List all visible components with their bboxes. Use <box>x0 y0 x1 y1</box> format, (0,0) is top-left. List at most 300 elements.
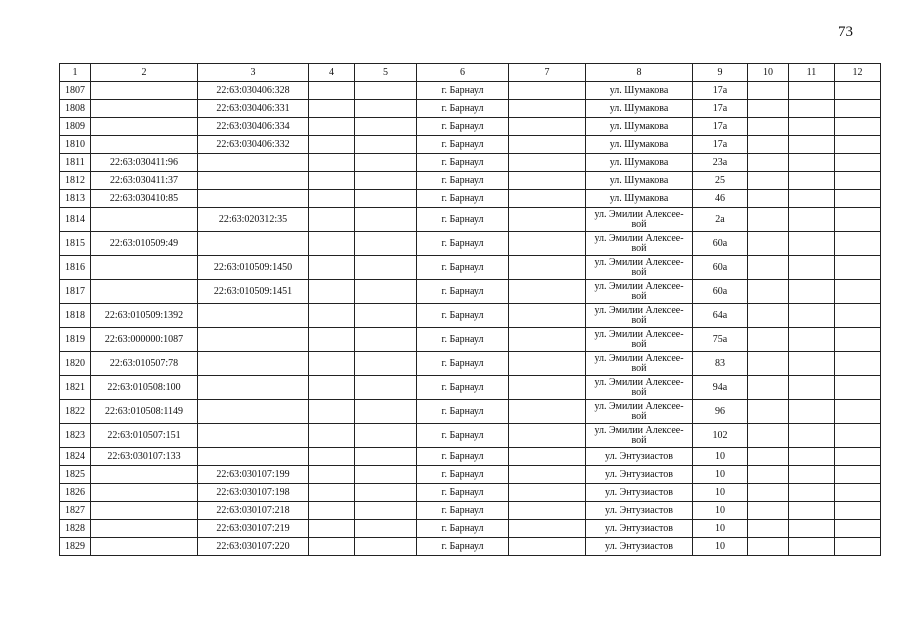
city-cell: г. Барнаул <box>417 484 509 502</box>
col-10-cell <box>748 136 789 154</box>
col-11-cell <box>789 502 835 520</box>
city-cell: г. Барнаул <box>417 448 509 466</box>
row-number-cell: 1812 <box>60 172 91 190</box>
col-7-cell <box>509 520 586 538</box>
cadastral-number-building-cell <box>198 352 309 376</box>
row-number-cell: 1824 <box>60 448 91 466</box>
street-cell: ул. Энтузиастов <box>586 466 693 484</box>
col-11-cell <box>789 376 835 400</box>
city-cell: г. Барнаул <box>417 172 509 190</box>
row-number-cell: 1823 <box>60 424 91 448</box>
city-cell: г. Барнаул <box>417 118 509 136</box>
cadastral-number-land-cell <box>91 208 198 232</box>
column-header-12: 12 <box>835 64 881 82</box>
col-12-cell <box>835 520 881 538</box>
col-12-cell <box>835 232 881 256</box>
row-number-cell: 1828 <box>60 520 91 538</box>
city-cell: г. Барнаул <box>417 154 509 172</box>
col-4-cell <box>309 424 355 448</box>
col-5-cell <box>355 208 417 232</box>
street-cell: ул. Эмилии Алексее-вой <box>586 232 693 256</box>
col-5-cell <box>355 154 417 172</box>
col-12-cell <box>835 484 881 502</box>
col-4-cell <box>309 538 355 556</box>
col-11-cell <box>789 328 835 352</box>
city-cell: г. Барнаул <box>417 232 509 256</box>
col-10-cell <box>748 100 789 118</box>
col-10-cell <box>748 448 789 466</box>
col-4-cell <box>309 448 355 466</box>
col-12-cell <box>835 172 881 190</box>
col-7-cell <box>509 208 586 232</box>
row-number-cell: 1818 <box>60 304 91 328</box>
row-number-cell: 1826 <box>60 484 91 502</box>
row-number-cell: 1816 <box>60 256 91 280</box>
house-number-cell: 10 <box>693 448 748 466</box>
col-10-cell <box>748 304 789 328</box>
table-row <box>60 154 881 172</box>
col-7-cell <box>509 154 586 172</box>
city-cell: г. Барнаул <box>417 424 509 448</box>
col-7-cell <box>509 172 586 190</box>
house-number-cell: 2а <box>693 208 748 232</box>
street-cell: ул. Энтузиастов <box>586 448 693 466</box>
house-number-cell: 10 <box>693 484 748 502</box>
col-12-cell <box>835 190 881 208</box>
table-row <box>60 136 881 154</box>
table-row <box>60 520 881 538</box>
col-11-cell <box>789 424 835 448</box>
table-row <box>60 448 881 466</box>
col-11-cell <box>789 280 835 304</box>
col-10-cell <box>748 154 789 172</box>
cadastral-number-land-cell: 22:63:030411:37 <box>91 172 198 190</box>
col-12-cell <box>835 448 881 466</box>
col-11-cell <box>789 352 835 376</box>
col-10-cell <box>748 280 789 304</box>
col-4-cell <box>309 82 355 100</box>
street-cell: ул. Эмилии Алексее-вой <box>586 352 693 376</box>
cadastral-number-land-cell <box>91 100 198 118</box>
city-cell: г. Барнаул <box>417 190 509 208</box>
cadastral-number-building-cell <box>198 400 309 424</box>
col-5-cell <box>355 538 417 556</box>
cadastral-number-land-cell <box>91 82 198 100</box>
col-5-cell <box>355 352 417 376</box>
col-7-cell <box>509 538 586 556</box>
house-number-cell: 60а <box>693 232 748 256</box>
row-number-cell: 1813 <box>60 190 91 208</box>
col-4-cell <box>309 208 355 232</box>
cadastral-number-building-cell: 22:63:020312:35 <box>198 208 309 232</box>
col-7-cell <box>509 502 586 520</box>
city-cell: г. Барнаул <box>417 376 509 400</box>
city-cell: г. Барнаул <box>417 100 509 118</box>
col-7-cell <box>509 256 586 280</box>
house-number-cell: 60а <box>693 280 748 304</box>
table-row <box>60 100 881 118</box>
cadastral-number-building-cell <box>198 232 309 256</box>
city-cell: г. Барнаул <box>417 328 509 352</box>
street-cell: ул. Эмилии Алексее-вой <box>586 256 693 280</box>
house-number-cell: 75а <box>693 328 748 352</box>
col-4-cell <box>309 484 355 502</box>
row-number-cell: 1822 <box>60 400 91 424</box>
col-12-cell <box>835 376 881 400</box>
col-4-cell <box>309 376 355 400</box>
cadastral-number-building-cell: 22:63:030107:220 <box>198 538 309 556</box>
col-7-cell <box>509 448 586 466</box>
col-10-cell <box>748 118 789 136</box>
house-number-cell: 96 <box>693 400 748 424</box>
col-4-cell <box>309 502 355 520</box>
city-cell: г. Барнаул <box>417 136 509 154</box>
col-10-cell <box>748 400 789 424</box>
street-cell: ул. Энтузиастов <box>586 520 693 538</box>
col-10-cell <box>748 484 789 502</box>
city-cell: г. Барнаул <box>417 304 509 328</box>
col-7-cell <box>509 100 586 118</box>
cadastral-number-land-cell: 22:63:010508:100 <box>91 376 198 400</box>
column-header-6: 6 <box>417 64 509 82</box>
col-5-cell <box>355 424 417 448</box>
column-header-2: 2 <box>91 64 198 82</box>
cadastral-number-building-cell: 22:63:030406:334 <box>198 118 309 136</box>
col-10-cell <box>748 538 789 556</box>
cadastral-number-building-cell <box>198 304 309 328</box>
city-cell: г. Барнаул <box>417 280 509 304</box>
house-number-cell: 60а <box>693 256 748 280</box>
col-10-cell <box>748 466 789 484</box>
col-11-cell <box>789 100 835 118</box>
city-cell: г. Барнаул <box>417 502 509 520</box>
col-11-cell <box>789 538 835 556</box>
col-7-cell <box>509 190 586 208</box>
col-4-cell <box>309 190 355 208</box>
column-header-11: 11 <box>789 64 835 82</box>
street-cell: ул. Эмилии Алексее-вой <box>586 304 693 328</box>
cadastral-number-land-cell <box>91 520 198 538</box>
cadastral-number-building-cell: 22:63:030406:332 <box>198 136 309 154</box>
col-11-cell <box>789 208 835 232</box>
col-7-cell <box>509 400 586 424</box>
col-7-cell <box>509 304 586 328</box>
street-cell: ул. Энтузиастов <box>586 484 693 502</box>
cadastral-number-land-cell <box>91 484 198 502</box>
col-12-cell <box>835 304 881 328</box>
col-11-cell <box>789 82 835 100</box>
col-10-cell <box>748 328 789 352</box>
col-10-cell <box>748 376 789 400</box>
row-number-cell: 1807 <box>60 82 91 100</box>
col-7-cell <box>509 232 586 256</box>
street-cell: ул. Эмилии Алексее-вой <box>586 280 693 304</box>
table-header-row <box>60 64 881 82</box>
col-5-cell <box>355 232 417 256</box>
column-header-9: 9 <box>693 64 748 82</box>
col-7-cell <box>509 352 586 376</box>
col-4-cell <box>309 304 355 328</box>
house-number-cell: 83 <box>693 352 748 376</box>
row-number-cell: 1821 <box>60 376 91 400</box>
street-cell: ул. Шумакова <box>586 136 693 154</box>
col-12-cell <box>835 538 881 556</box>
col-12-cell <box>835 208 881 232</box>
col-5-cell <box>355 466 417 484</box>
table-row <box>60 232 881 256</box>
cadastral-number-building-cell: 22:63:030107:218 <box>198 502 309 520</box>
table-row <box>60 502 881 520</box>
city-cell: г. Барнаул <box>417 256 509 280</box>
column-header-3: 3 <box>198 64 309 82</box>
cadastral-number-land-cell <box>91 118 198 136</box>
registry-table <box>59 63 881 556</box>
col-5-cell <box>355 136 417 154</box>
table-row <box>60 208 881 232</box>
table-row <box>60 280 881 304</box>
col-4-cell <box>309 232 355 256</box>
col-12-cell <box>835 100 881 118</box>
city-cell: г. Барнаул <box>417 520 509 538</box>
col-5-cell <box>355 190 417 208</box>
cadastral-number-land-cell: 22:63:010509:49 <box>91 232 198 256</box>
col-5-cell <box>355 256 417 280</box>
table-row <box>60 304 881 328</box>
house-number-cell: 17а <box>693 136 748 154</box>
column-header-7: 7 <box>509 64 586 82</box>
col-12-cell <box>835 280 881 304</box>
cadastral-number-building-cell: 22:63:030107:219 <box>198 520 309 538</box>
col-11-cell <box>789 256 835 280</box>
col-4-cell <box>309 154 355 172</box>
col-12-cell <box>835 118 881 136</box>
table-row <box>60 538 881 556</box>
col-7-cell <box>509 82 586 100</box>
house-number-cell: 17а <box>693 82 748 100</box>
cadastral-number-building-cell <box>198 172 309 190</box>
col-4-cell <box>309 280 355 304</box>
cadastral-number-land-cell: 22:63:010507:151 <box>91 424 198 448</box>
street-cell: ул. Энтузиастов <box>586 502 693 520</box>
cadastral-number-land-cell <box>91 256 198 280</box>
house-number-cell: 64а <box>693 304 748 328</box>
house-number-cell: 94а <box>693 376 748 400</box>
table-row <box>60 424 881 448</box>
table-row <box>60 352 881 376</box>
row-number-cell: 1810 <box>60 136 91 154</box>
col-7-cell <box>509 376 586 400</box>
col-4-cell <box>309 352 355 376</box>
table-row <box>60 190 881 208</box>
col-5-cell <box>355 82 417 100</box>
street-cell: ул. Шумакова <box>586 190 693 208</box>
col-4-cell <box>309 520 355 538</box>
house-number-cell: 17а <box>693 100 748 118</box>
cadastral-number-building-cell: 22:63:030406:328 <box>198 82 309 100</box>
cadastral-number-building-cell <box>198 448 309 466</box>
col-7-cell <box>509 424 586 448</box>
street-cell: ул. Шумакова <box>586 100 693 118</box>
table-row <box>60 400 881 424</box>
city-cell: г. Барнаул <box>417 466 509 484</box>
row-number-cell: 1820 <box>60 352 91 376</box>
col-11-cell <box>789 118 835 136</box>
col-12-cell <box>835 328 881 352</box>
cadastral-number-land-cell: 22:63:010509:1392 <box>91 304 198 328</box>
col-11-cell <box>789 520 835 538</box>
house-number-cell: 10 <box>693 466 748 484</box>
cadastral-number-land-cell <box>91 136 198 154</box>
cadastral-number-building-cell <box>198 376 309 400</box>
row-number-cell: 1815 <box>60 232 91 256</box>
page-number: 73 <box>838 24 853 40</box>
row-number-cell: 1819 <box>60 328 91 352</box>
col-10-cell <box>748 232 789 256</box>
col-4-cell <box>309 256 355 280</box>
house-number-cell: 10 <box>693 538 748 556</box>
cadastral-number-building-cell: 22:63:010509:1450 <box>198 256 309 280</box>
row-number-cell: 1811 <box>60 154 91 172</box>
col-5-cell <box>355 304 417 328</box>
house-number-cell: 10 <box>693 520 748 538</box>
cadastral-number-land-cell <box>91 538 198 556</box>
col-11-cell <box>789 484 835 502</box>
col-7-cell <box>509 280 586 304</box>
row-number-cell: 1829 <box>60 538 91 556</box>
col-12-cell <box>835 502 881 520</box>
col-4-cell <box>309 118 355 136</box>
col-4-cell <box>309 466 355 484</box>
col-5-cell <box>355 520 417 538</box>
col-12-cell <box>835 154 881 172</box>
col-10-cell <box>748 82 789 100</box>
col-10-cell <box>748 172 789 190</box>
house-number-cell: 46 <box>693 190 748 208</box>
col-11-cell <box>789 466 835 484</box>
cadastral-number-building-cell <box>198 424 309 448</box>
col-7-cell <box>509 136 586 154</box>
column-header-10: 10 <box>748 64 789 82</box>
col-10-cell <box>748 502 789 520</box>
table-row <box>60 484 881 502</box>
city-cell: г. Барнаул <box>417 82 509 100</box>
col-5-cell <box>355 118 417 136</box>
house-number-cell: 10 <box>693 502 748 520</box>
col-7-cell <box>509 466 586 484</box>
row-number-cell: 1817 <box>60 280 91 304</box>
col-11-cell <box>789 448 835 466</box>
row-number-cell: 1827 <box>60 502 91 520</box>
house-number-cell: 23а <box>693 154 748 172</box>
row-number-cell: 1809 <box>60 118 91 136</box>
col-5-cell <box>355 448 417 466</box>
col-5-cell <box>355 400 417 424</box>
cadastral-number-building-cell <box>198 154 309 172</box>
street-cell: ул. Шумакова <box>586 82 693 100</box>
street-cell: ул. Эмилии Алексее-вой <box>586 424 693 448</box>
col-7-cell <box>509 328 586 352</box>
col-10-cell <box>748 424 789 448</box>
col-11-cell <box>789 400 835 424</box>
table-row <box>60 466 881 484</box>
table-row <box>60 376 881 400</box>
col-11-cell <box>789 232 835 256</box>
col-5-cell <box>355 328 417 352</box>
table-row <box>60 328 881 352</box>
col-4-cell <box>309 328 355 352</box>
col-12-cell <box>835 400 881 424</box>
street-cell: ул. Энтузиастов <box>586 538 693 556</box>
cadastral-number-building-cell <box>198 190 309 208</box>
col-11-cell <box>789 190 835 208</box>
column-header-8: 8 <box>586 64 693 82</box>
col-10-cell <box>748 190 789 208</box>
street-cell: ул. Эмилии Алексее-вой <box>586 400 693 424</box>
col-7-cell <box>509 484 586 502</box>
cadastral-number-land-cell: 22:63:030411:96 <box>91 154 198 172</box>
table-row <box>60 118 881 136</box>
col-12-cell <box>835 352 881 376</box>
cadastral-number-land-cell: 22:63:010508:1149 <box>91 400 198 424</box>
city-cell: г. Барнаул <box>417 208 509 232</box>
cadastral-number-land-cell <box>91 466 198 484</box>
col-5-cell <box>355 376 417 400</box>
cadastral-number-land-cell: 22:63:030410:85 <box>91 190 198 208</box>
col-11-cell <box>789 136 835 154</box>
column-header-4: 4 <box>309 64 355 82</box>
col-4-cell <box>309 400 355 424</box>
table-row <box>60 172 881 190</box>
cadastral-number-building-cell <box>198 328 309 352</box>
col-5-cell <box>355 172 417 190</box>
cadastral-number-land-cell <box>91 502 198 520</box>
col-5-cell <box>355 502 417 520</box>
row-number-cell: 1814 <box>60 208 91 232</box>
house-number-cell: 102 <box>693 424 748 448</box>
city-cell: г. Барнаул <box>417 352 509 376</box>
cadastral-number-land-cell: 22:63:030107:133 <box>91 448 198 466</box>
col-7-cell <box>509 118 586 136</box>
street-cell: ул. Шумакова <box>586 172 693 190</box>
row-number-cell: 1808 <box>60 100 91 118</box>
table-row <box>60 256 881 280</box>
col-11-cell <box>789 154 835 172</box>
col-11-cell <box>789 304 835 328</box>
street-cell: ул. Шумакова <box>586 154 693 172</box>
col-12-cell <box>835 136 881 154</box>
cadastral-number-building-cell: 22:63:030107:199 <box>198 466 309 484</box>
col-10-cell <box>748 208 789 232</box>
street-cell: ул. Шумакова <box>586 118 693 136</box>
row-number-cell: 1825 <box>60 466 91 484</box>
col-5-cell <box>355 484 417 502</box>
column-header-5: 5 <box>355 64 417 82</box>
cadastral-number-land-cell <box>91 280 198 304</box>
cadastral-number-land-cell: 22:63:010507:78 <box>91 352 198 376</box>
col-11-cell <box>789 172 835 190</box>
col-12-cell <box>835 82 881 100</box>
cadastral-number-building-cell: 22:63:030406:331 <box>198 100 309 118</box>
cadastral-number-building-cell: 22:63:010509:1451 <box>198 280 309 304</box>
street-cell: ул. Эмилии Алексее-вой <box>586 208 693 232</box>
city-cell: г. Барнаул <box>417 538 509 556</box>
col-10-cell <box>748 520 789 538</box>
house-number-cell: 17а <box>693 118 748 136</box>
col-12-cell <box>835 256 881 280</box>
col-10-cell <box>748 256 789 280</box>
city-cell: г. Барнаул <box>417 400 509 424</box>
col-5-cell <box>355 280 417 304</box>
